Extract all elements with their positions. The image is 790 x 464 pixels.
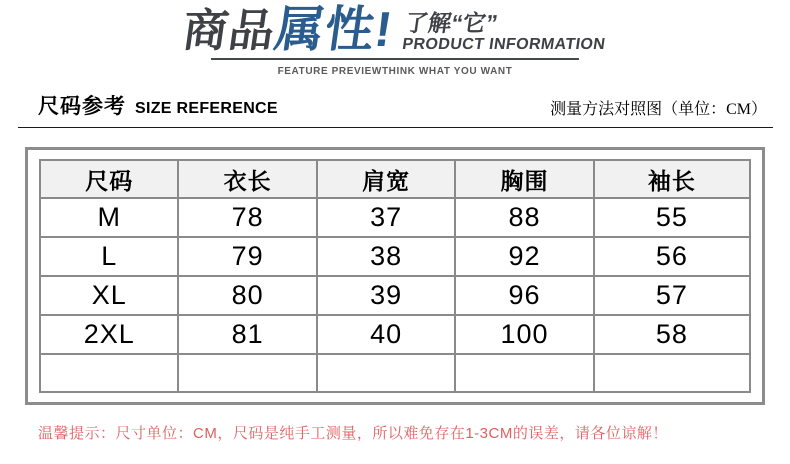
cell-shoulder: 39 [317,276,455,315]
section-heading-en: SIZE REFERENCE [135,100,278,117]
cell-length: 81 [178,315,316,354]
table-header-row [40,160,750,198]
col-header-sleeve: 袖长 [594,160,750,198]
size-table [39,159,751,393]
cell-length: 79 [178,237,316,276]
cell-empty [455,354,593,392]
section-bar [18,90,773,128]
cell-shoulder: 37 [317,198,455,237]
cell-length: 78 [178,198,316,237]
cell-sleeve: 55 [594,198,750,237]
cell-size: XL [40,276,178,315]
cell-bust: 100 [455,315,593,354]
title-underline [211,58,579,60]
cell-shoulder: 38 [317,237,455,276]
cell-bust: 92 [455,237,593,276]
section-heading [38,90,278,120]
cell-bust: 96 [455,276,593,315]
title-zh-gray: 商品 [179,5,279,56]
table-row [40,237,750,276]
table-row-empty [40,354,750,392]
measure-method-label: 测量方法对照图（单位：CM） [550,101,767,118]
brand-header [179,0,607,77]
title-zh-blue: 属性! [271,3,397,57]
cell-empty [40,354,178,392]
product-title-zh [179,3,397,57]
table-row [40,198,750,237]
cell-size: L [40,237,178,276]
cell-sleeve: 56 [594,237,750,276]
col-header-bust: 胸围 [455,160,593,198]
section-heading-zh: 尺码参考 [38,95,126,118]
cell-shoulder: 40 [317,315,455,354]
cell-size: M [40,198,178,237]
warm-tip-note: 温馨提示：尺寸单位：CM，尺码是纯手工测量，所以难免存在1-3CM的误差，请各位谅解！ [38,425,668,442]
product-title-right [401,11,610,55]
cell-bust: 88 [455,198,593,237]
size-table-frame [25,147,765,405]
subtitle-en: PRODUCT INFORMATION [401,36,607,54]
col-header-size: 尺码 [40,160,178,198]
cell-sleeve: 58 [594,315,750,354]
cell-empty [594,354,750,392]
col-header-shoulder: 肩宽 [317,160,455,198]
tagline: FEATURE PREVIEWTHINK WHAT YOU WANT [277,66,513,77]
table-row [40,315,750,354]
cell-size: 2XL [40,315,178,354]
product-title [179,3,610,57]
cell-empty [317,354,455,392]
subtitle-zh: 了解“它” [403,10,500,37]
table-row [40,276,750,315]
cell-sleeve: 57 [594,276,750,315]
cell-length: 80 [178,276,316,315]
cell-empty [178,354,316,392]
col-header-length: 衣长 [178,160,316,198]
